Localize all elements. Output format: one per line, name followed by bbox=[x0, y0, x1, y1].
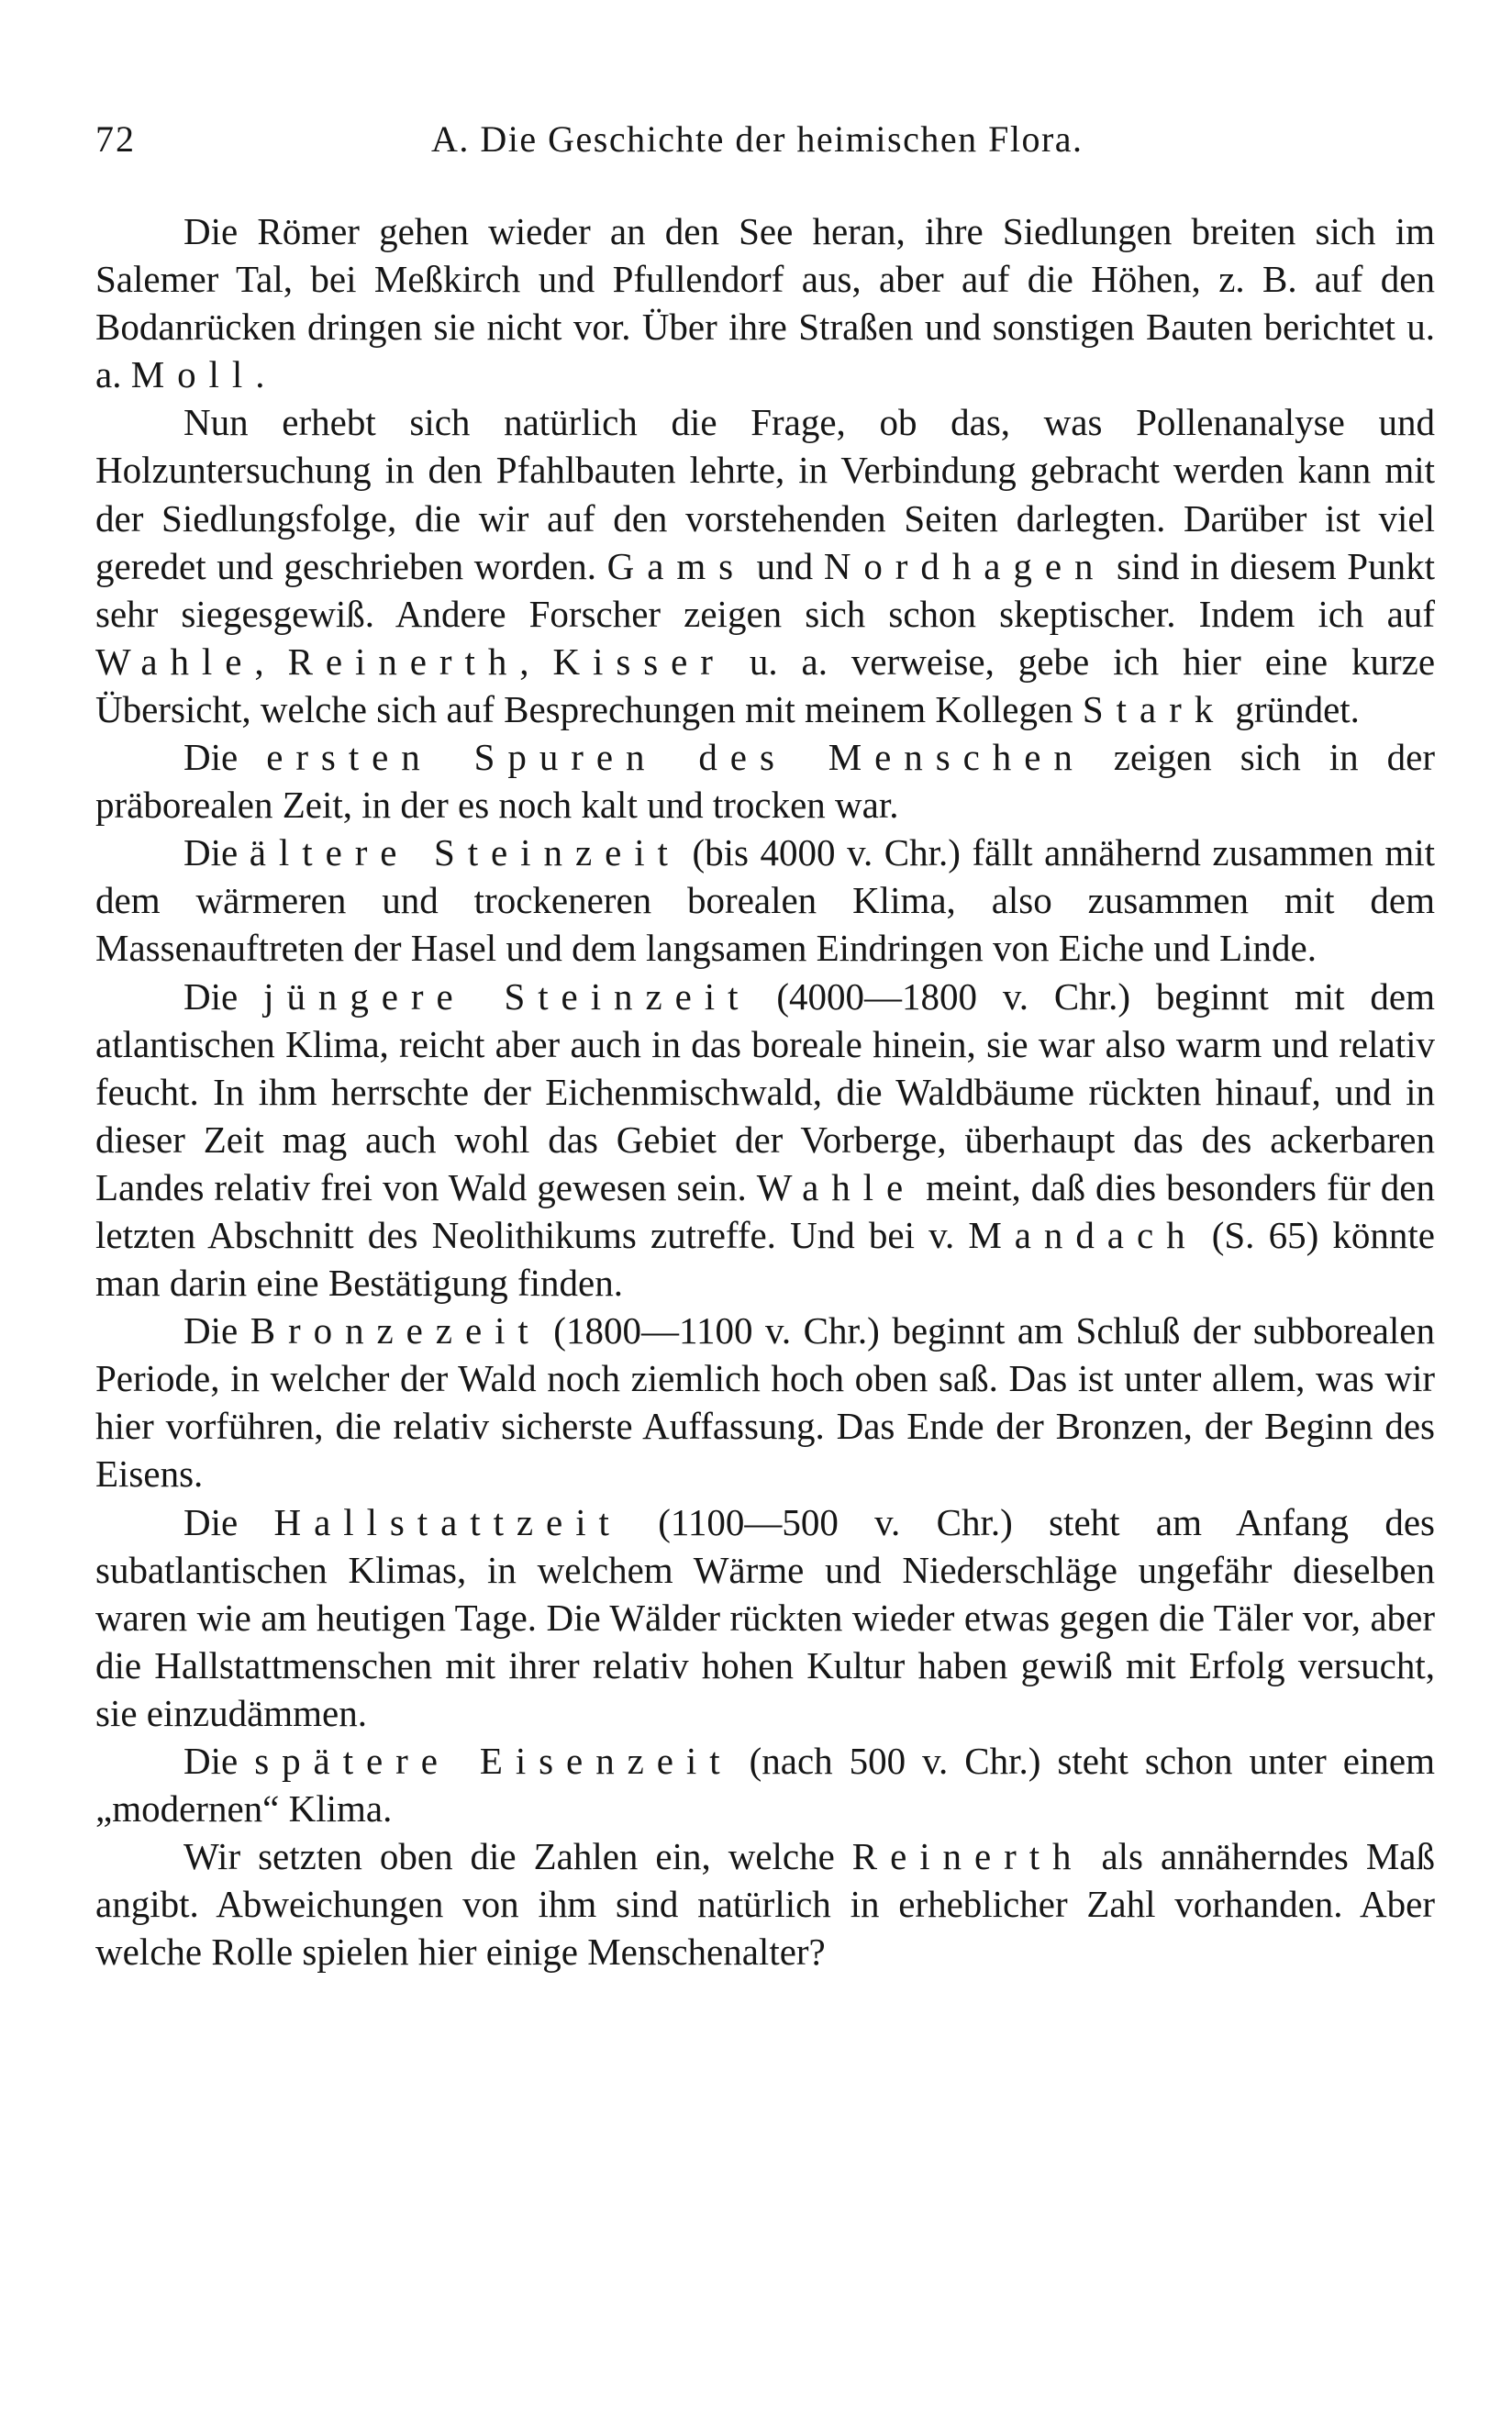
text-run: (4000—1800 v. Chr.) beginnt mit dem atlantischen Klima, reicht aber auch in das boreale hinein, sie war also warm und relativ feucht. In ihm herrschte der Eichenmischwald, die Waldbäume rückten hinauf, und in dieser Zeit mag auch wohl das Gebiet der Vorberge, überhaupt das des ackerbaren Landes relativ frei von Wald gewesen sein. bbox=[95, 974, 1435, 1208]
running-title: A. Die Geschichte der heimischen Flora. bbox=[431, 118, 1084, 160]
text-run: , bbox=[519, 640, 553, 683]
spaced-emphasis: ältere Steinzeit bbox=[249, 831, 681, 874]
text-run: Nun erhebt sich natürlich die Frage, ob das, was Pollenanalyse und Holzuntersuchung in den Pfahlbauten lehrte, in Verbindung gebracht werden kann mit der Siedlungsfolge, die wir auf den vorstehenden Seiten darlegten. Darüber ist viel geredet und geschrieben worden. bbox=[95, 401, 1435, 587]
text-run: als annäherndes Maß angibt. Abweichungen von ihm sind natürlich in erheblicher Zahl vorhanden. Aber welche Rolle spielen hier einige Menschenalter? bbox=[95, 1835, 1435, 1974]
text-run: . bbox=[255, 353, 265, 396]
spaced-emphasis: Nordhagen bbox=[823, 544, 1106, 587]
text-run: (1800—1100 v. Chr.) beginnt am Schluß der subborealen Periode, in welcher der Wald noch ziemlich hoch oben saß. Das ist unter allem, was wir hier vorführen, die relativ sicherste Auffassung. Das Ende der Bronzen, der Beginn des Eisens. bbox=[95, 1309, 1436, 1496]
paragraph bbox=[95, 1737, 1435, 1832]
text-run: (bis 4000 v. Chr.) fällt annähernd zusammen mit dem wärmeren und trockeneren borealen Klima, also zusammen mit dem Massenauftreten der Hasel und dem langsamen Eindringen von Eiche und Linde. bbox=[95, 831, 1435, 970]
paragraph bbox=[95, 207, 1435, 398]
text-run: Die bbox=[183, 974, 264, 1018]
paragraph bbox=[95, 1498, 1435, 1737]
spaced-emphasis: Wahle bbox=[756, 1165, 917, 1208]
spaced-emphasis: Moll bbox=[130, 353, 256, 396]
spaced-emphasis: Stark bbox=[1082, 687, 1227, 730]
text-run: Die bbox=[183, 736, 267, 779]
paragraph bbox=[95, 973, 1435, 1308]
paragraph bbox=[95, 829, 1435, 972]
spaced-emphasis: jüngere Steinzeit bbox=[263, 974, 751, 1018]
page-number: 72 bbox=[95, 118, 136, 160]
text-run: meint, daß dies besonders für den letzten Abschnitt des Neolithikums zutreffe. Und bei v. bbox=[95, 1165, 1435, 1256]
text-run: , bbox=[254, 640, 288, 683]
spaced-emphasis: Gams bbox=[606, 544, 747, 587]
text-run: zeigen sich in der präborealen Zeit, in der es noch kalt und trocken war. bbox=[95, 736, 1435, 827]
spaced-emphasis: Reinerth bbox=[287, 640, 520, 683]
text-run: Die bbox=[183, 831, 250, 874]
spaced-emphasis: Wahle bbox=[95, 640, 255, 683]
text-run: gründet. bbox=[1226, 687, 1360, 730]
spaced-emphasis: spätere Eisenzeit bbox=[254, 1740, 733, 1782]
paragraph bbox=[95, 1307, 1435, 1497]
text-run: Die bbox=[183, 1309, 250, 1352]
paragraph bbox=[95, 398, 1435, 733]
text-run: (nach 500 v. Chr.) steht schon unter einem „modernen“ Klima. bbox=[95, 1740, 1435, 1831]
text-run: (S. 65) könnte man darin eine Bestätigung finden. bbox=[95, 1213, 1435, 1305]
paragraph bbox=[95, 1832, 1435, 1975]
body-text bbox=[95, 207, 1435, 1975]
spaced-emphasis: Kisser bbox=[552, 640, 726, 683]
text-run: sind in diesem Punkt sehr siegesgewiß. Andere Forscher zeigen sich schon skeptischer. Indem ich auf bbox=[95, 544, 1435, 635]
text-run: u. a. verweise, gebe ich hier eine kurze Übersicht, welche sich auf Besprechungen mit meinem Kollegen bbox=[95, 640, 1436, 730]
spaced-emphasis: Mandach bbox=[968, 1213, 1198, 1256]
text-run: Die bbox=[183, 1740, 255, 1782]
spaced-emphasis: Hallstattzeit bbox=[273, 1500, 622, 1543]
text-run: Die bbox=[183, 1500, 274, 1543]
text-run: (1100—500 v. Chr.) steht am Anfang des subatlantischen Klimas, in welchem Wärme und Niederschläge ungefähr dieselben waren wie am heutigen Tage. Die Wälder rückten wieder etwas gegen die Täler vor, aber die Hallstattmenschen mit ihrer relativ hohen Kultur haben gewiß mit Erfolg versucht, sie einzudämmen. bbox=[95, 1500, 1435, 1734]
text-run: Wir setzten oben die Zahlen ein, welche bbox=[183, 1835, 852, 1878]
running-header bbox=[95, 117, 1435, 172]
spaced-emphasis: Reinerth bbox=[851, 1835, 1084, 1878]
spaced-emphasis: ersten Spuren des Menschen bbox=[266, 736, 1085, 779]
paragraph bbox=[95, 733, 1435, 829]
text-run: Die Römer gehen wieder an den See heran, ihre Siedlungen breiten sich im Salemer Tal, bei Meßkirch und Pfullendorf aus, aber auf die Höhen, z. B. auf den Bodanrücken dringen sie nicht vor. Über ihre Straßen und sonstigen Bauten berichtet u. a. bbox=[95, 210, 1435, 396]
text-run: und bbox=[746, 544, 824, 587]
spaced-emphasis: Bronzezeit bbox=[250, 1309, 541, 1352]
